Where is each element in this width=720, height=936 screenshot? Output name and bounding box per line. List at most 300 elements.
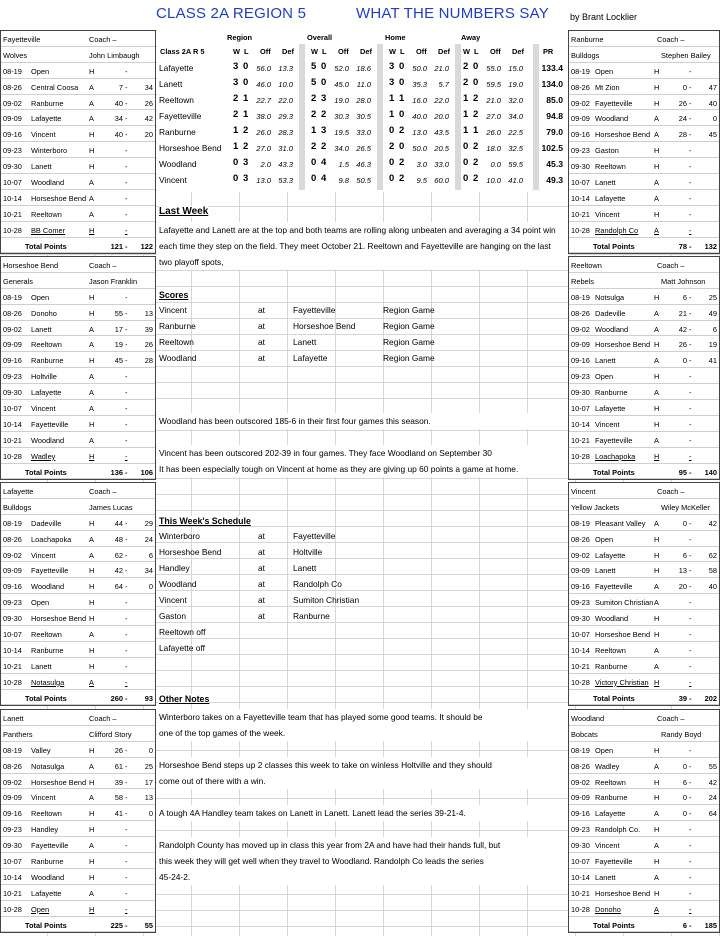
wins: 3 (233, 61, 239, 72)
losses: 1 (243, 93, 249, 104)
game-location: A (654, 809, 659, 819)
game-date: 10-07 (571, 178, 590, 188)
game-points-for: 55 (114, 308, 123, 318)
game-row (569, 578, 719, 594)
standings-row (157, 124, 568, 140)
game-points-against: 45 (708, 130, 717, 140)
game-row (1, 610, 155, 626)
total-points-against: 140 (704, 467, 717, 477)
game-date: 09-30 (571, 841, 590, 851)
game-row (1, 547, 155, 563)
score-dash: - (125, 451, 128, 461)
game-opponent: Loachapoka (31, 534, 72, 544)
offense-avg: 16.0 (412, 96, 427, 105)
game-points-for: 45 (114, 356, 123, 366)
note-woodland: Woodland has been outscored 185-6 in their first four games this season. (157, 413, 568, 429)
offense-avg: 59.5 (486, 80, 501, 89)
score-dash: - (689, 677, 692, 687)
game-opponent: Lafayette (595, 550, 626, 560)
col-l: L (322, 47, 327, 56)
game-opponent: Lanett (31, 661, 52, 671)
game-location: A (654, 324, 659, 334)
note-hbend-1: Horseshoe Bend steps up 2 classes this week to take on winless Holtville and they should (157, 757, 568, 773)
game-location: H (89, 451, 95, 461)
wins: 1 (233, 125, 239, 136)
losses: 0 (473, 61, 479, 72)
game-opponent: Lanett (31, 324, 52, 334)
game-opponent: Gaston (595, 146, 619, 156)
game-row (569, 305, 719, 321)
game-points-against: 47 (708, 82, 717, 92)
game-date: 10-14 (571, 193, 590, 203)
offense-avg: 13.0 (256, 176, 271, 185)
game-location: H (89, 419, 95, 429)
game-opponent: Randolph Co. (595, 825, 641, 835)
defense-avg: 21.0 (434, 64, 449, 73)
game-opponent: Lafayette (595, 404, 626, 414)
losses: 3 (243, 173, 249, 184)
note-vincent-2: It has been especially tough on Vincent at home as they are giving up 60 points a game at home. (157, 461, 568, 477)
game-row (569, 79, 719, 95)
score-dash: - (689, 825, 692, 835)
defense-avg: 10.0 (278, 80, 293, 89)
game-row (569, 758, 719, 774)
game-points-against: 0 (712, 114, 717, 124)
losses: 2 (321, 141, 327, 152)
defense-avg: 26.5 (356, 144, 371, 153)
offense-avg: 13.0 (412, 128, 427, 137)
game-location: H (654, 98, 660, 108)
game-row (1, 742, 155, 758)
game-row (569, 174, 719, 190)
game-opponent: Reeltown (595, 777, 626, 787)
score-dash: - (125, 372, 128, 382)
game-points-against: 24 (708, 793, 717, 803)
game-location: A (654, 225, 659, 235)
game-date: 10-07 (3, 630, 22, 640)
score-dash: - (125, 677, 128, 687)
game-opponent: Open (595, 745, 614, 755)
game-date: 08-26 (571, 308, 590, 318)
total-points-against: 185 (704, 920, 717, 930)
total-points-for: 39 (678, 693, 687, 703)
col-l: L (474, 47, 479, 56)
game-location: A (654, 841, 659, 851)
score-dash: - (125, 825, 128, 835)
defense-avg: 28.0 (356, 96, 371, 105)
game-date: 09-16 (571, 582, 590, 592)
page-title: CLASS 2A REGION 5 (156, 5, 307, 22)
game-points-against: 39 (144, 324, 153, 334)
offense-avg: 21.0 (486, 96, 501, 105)
score-dash: - (689, 404, 692, 414)
scores-heading: Scores (159, 290, 189, 300)
game-location: H (89, 809, 95, 819)
game-location: H (89, 745, 95, 755)
score-dash: - (125, 66, 128, 76)
game-location: H (654, 66, 660, 76)
game-location: H (654, 209, 660, 219)
offense-avg: 22.7 (256, 96, 271, 105)
game-row (1, 805, 155, 821)
power-rating: 85.0 (546, 95, 563, 105)
wins: 2 (233, 93, 239, 104)
game-points-for: 40 (114, 98, 123, 108)
game-date: 09-02 (571, 777, 590, 787)
game-opponent: Lafayette (595, 809, 626, 819)
game-date: 08-19 (571, 518, 590, 528)
wins: 0 (311, 157, 317, 168)
losses: 0 (399, 109, 405, 120)
game-opponent: Lanett (31, 162, 52, 172)
game-location: H (89, 162, 95, 172)
score-dash: - (125, 566, 128, 576)
losses: 4 (321, 157, 327, 168)
game-row (569, 853, 719, 869)
game-location: A (654, 308, 659, 318)
defense-avg: 31.0 (278, 144, 293, 153)
game-opponent: Horseshoe Bend (31, 193, 87, 203)
game-date: 10-28 (571, 225, 590, 235)
note-hbend-2: come out of there with a win. (157, 773, 568, 789)
game-location: A (89, 178, 94, 188)
game-date: 10-21 (3, 661, 22, 671)
defense-avg: 30.5 (356, 112, 371, 121)
defense-avg: 60.0 (434, 176, 449, 185)
game-row (569, 384, 719, 400)
game-points-for: 17 (114, 324, 123, 334)
score-dash: - (689, 793, 692, 803)
offense-avg: 52.0 (334, 64, 349, 73)
game-location: A (89, 388, 94, 398)
game-row (569, 416, 719, 432)
byline: by Brant Locklier (570, 12, 638, 22)
game-date: 08-26 (3, 308, 22, 318)
score-dash: - (689, 340, 692, 350)
defense-avg: 28.3 (278, 128, 293, 137)
coach-name: Clifford Story (89, 729, 132, 739)
game-date: 10-07 (3, 857, 22, 867)
total-points-for: 95 (678, 467, 687, 477)
game-row (569, 289, 719, 305)
game-date: 09-23 (571, 598, 590, 608)
game-row (1, 305, 155, 321)
losses: 1 (399, 93, 405, 104)
score-team-home: Horseshoe Bend (293, 321, 356, 331)
total-points-against: 55 (144, 920, 153, 930)
score-dash: - (125, 388, 128, 398)
wins: 2 (389, 141, 395, 152)
score-dash: - (689, 292, 692, 302)
score-dash: - (125, 308, 128, 318)
game-points-against: 42 (708, 777, 717, 787)
score-dash: - (125, 630, 128, 640)
game-opponent: Ranburne (31, 645, 64, 655)
game-location: H (654, 888, 660, 898)
game-date: 10-14 (571, 872, 590, 882)
game-row (1, 578, 155, 594)
game-row (1, 869, 155, 885)
score-game-type: Region Game (383, 337, 435, 347)
game-opponent: Reeltown (595, 645, 626, 655)
coach-label: Coach – (657, 35, 685, 44)
game-date: 10-28 (3, 451, 22, 461)
wins: 2 (463, 77, 469, 88)
game-opponent: Vincent (595, 841, 620, 851)
score-dash: - (689, 324, 692, 334)
defense-avg: 13.3 (278, 64, 293, 73)
game-date: 09-02 (3, 98, 22, 108)
total-label: Total Points (593, 693, 635, 703)
game-points-for: 44 (114, 518, 123, 528)
losses: 2 (321, 109, 327, 120)
game-opponent: Vincent (31, 550, 56, 560)
score-dash: - (125, 888, 128, 898)
col-def: Def (512, 47, 524, 56)
game-points-for: 34 (114, 114, 123, 124)
game-row (1, 674, 155, 690)
score-dash: - (125, 209, 128, 219)
score-dash: - (689, 761, 692, 771)
total-points-row: Total Points 136 - 106 (1, 464, 155, 480)
game-row (569, 869, 719, 885)
game-points-for: 0 (682, 809, 687, 819)
sched-team-away: Lafayette off (159, 643, 205, 653)
game-date: 10-28 (3, 904, 22, 914)
coach-label: Coach – (89, 487, 117, 496)
offense-avg: 9.8 (338, 176, 349, 185)
wins: 1 (463, 125, 469, 136)
game-date: 09-16 (3, 356, 22, 366)
game-row (569, 642, 719, 658)
total-points-against: 106 (140, 467, 153, 477)
losses: 0 (473, 77, 479, 88)
game-date: 08-19 (3, 66, 22, 76)
game-location: A (654, 872, 659, 882)
team-mascot: Bobcats (571, 729, 598, 739)
score-at: at (258, 337, 265, 347)
defense-avg: 59.5 (508, 160, 523, 169)
game-opponent: Loachapoka (595, 451, 636, 461)
sched-team-away: Horseshoe Bend (159, 547, 222, 557)
game-points-against: 64 (708, 809, 717, 819)
game-date: 10-14 (3, 872, 22, 882)
wins: 1 (463, 109, 469, 120)
score-dash: - (125, 777, 128, 787)
game-points-for: 6 (682, 777, 687, 787)
wins: 3 (389, 61, 395, 72)
game-opponent: Woodland (31, 872, 65, 882)
score-team-away: Ranburne (159, 321, 196, 331)
game-location: A (654, 130, 659, 140)
game-points-for: 0 (682, 356, 687, 366)
sched-team-home: Sumiton Christian (293, 595, 360, 605)
game-row (569, 368, 719, 384)
losses: 0 (321, 61, 327, 72)
game-row (569, 658, 719, 674)
coach-name: Matt Johnson (661, 276, 706, 286)
game-points-for: 0 (682, 761, 687, 771)
losses: 2 (243, 125, 249, 136)
game-opponent: Woodland (595, 114, 629, 124)
note-randolph-3: 45-24-2. (157, 869, 568, 885)
standings-team: Lafayette (159, 63, 194, 73)
game-points-against: 6 (712, 324, 717, 334)
standings-team: Horseshoe Bend (159, 143, 222, 153)
score-dash: - (125, 324, 128, 334)
total-label: Total Points (25, 467, 67, 477)
score-dash: - (689, 193, 692, 203)
losses: 2 (399, 173, 405, 184)
score-dash: - (689, 451, 692, 461)
score-game-type: Region Game (383, 305, 435, 315)
game-date: 09-23 (3, 372, 22, 382)
game-opponent: Ranburne (31, 98, 64, 108)
wins: 0 (463, 173, 469, 184)
standings-team: Fayetteville (159, 111, 202, 121)
score-team-away: Vincent (159, 305, 187, 315)
game-date: 08-19 (571, 292, 590, 302)
wins: 1 (233, 141, 239, 152)
wins: 2 (233, 109, 239, 120)
sched-team-home: Randolph Co (293, 579, 342, 589)
col-def: Def (282, 47, 294, 56)
game-date: 08-26 (571, 534, 590, 544)
game-location: A (89, 209, 94, 219)
team-town: Lanett (3, 714, 24, 723)
game-date: 08-19 (3, 292, 22, 302)
game-date: 10-14 (3, 193, 22, 203)
game-points-for: 6 (682, 292, 687, 302)
team-schedule-ranburne (568, 30, 720, 254)
col-off: Off (338, 47, 349, 56)
game-opponent: Fayetteville (595, 98, 633, 108)
score-dash: - (125, 82, 128, 92)
wins: 0 (311, 173, 317, 184)
col-w: W (311, 47, 318, 56)
total-label: Total Points (593, 920, 635, 930)
game-opponent: Vincent (595, 419, 620, 429)
defense-avg: 20.5 (434, 144, 449, 153)
score-dash: - (689, 777, 692, 787)
game-location: A (89, 677, 94, 687)
defense-avg: 53.3 (278, 176, 293, 185)
game-date: 08-26 (571, 761, 590, 771)
game-row (569, 742, 719, 758)
group-overall: Overall (307, 33, 333, 42)
col-pr: PR (543, 47, 554, 56)
game-points-against: 13 (144, 793, 153, 803)
game-points-against: 0 (148, 745, 153, 755)
offense-avg: 9.5 (416, 176, 427, 185)
total-label: Total Points (25, 920, 67, 930)
game-points-against: 41 (708, 356, 717, 366)
game-points-against: 24 (144, 534, 153, 544)
defense-avg: 50.5 (356, 176, 371, 185)
game-points-against: 40 (708, 98, 717, 108)
game-row (569, 885, 719, 901)
game-location: H (654, 550, 660, 560)
game-opponent: Lanett (595, 872, 616, 882)
defense-avg: 46.3 (356, 160, 371, 169)
game-date: 09-16 (3, 130, 22, 140)
game-location: H (654, 857, 660, 867)
group-region: Region (227, 33, 253, 42)
game-opponent: Victory Christian (595, 677, 649, 687)
game-opponent: Handley (31, 825, 59, 835)
sched-at: at (258, 547, 265, 557)
team-schedule-woodland (568, 709, 720, 933)
score-team-away: Woodland (159, 353, 197, 363)
wins: 5 (311, 77, 317, 88)
total-points-row: Total Points 225 - 55 (1, 917, 155, 933)
game-location: H (89, 645, 95, 655)
score-dash: - (125, 809, 128, 819)
score-team-home: Lafayette (293, 353, 328, 363)
defense-avg: 11.0 (356, 80, 371, 89)
game-points-for: 48 (114, 534, 123, 544)
game-row (569, 774, 719, 790)
offense-avg: 56.0 (256, 64, 271, 73)
sched-at: at (258, 611, 265, 621)
wins: 0 (389, 157, 395, 168)
game-opponent: Ranburne (31, 857, 64, 867)
game-points-for: 19 (114, 340, 123, 350)
col-def: Def (360, 47, 372, 56)
game-location: A (654, 435, 659, 445)
game-date: 08-26 (3, 82, 22, 92)
game-row (569, 789, 719, 805)
game-location: H (89, 566, 95, 576)
note-randolph-2: this week they will get well when they travel to Woodland. Randolph Co leads the series (157, 853, 568, 869)
game-date: 09-30 (571, 162, 590, 172)
game-points-for: 64 (114, 582, 123, 592)
game-location: A (89, 82, 94, 92)
standings-team: Lanett (159, 79, 183, 89)
standings-row (157, 140, 568, 156)
standings-row (157, 76, 568, 92)
team-town: Reeltown (571, 261, 602, 270)
standings-row (157, 172, 568, 188)
game-date: 10-21 (571, 435, 590, 445)
game-opponent: Woodland (31, 582, 65, 592)
team-schedule-fayetteville (0, 30, 156, 254)
score-dash: - (125, 356, 128, 366)
game-date: 09-02 (571, 550, 590, 560)
game-row (1, 853, 155, 869)
game-opponent: Horseshoe Bend (595, 888, 651, 898)
score-dash: - (125, 904, 128, 914)
score-game-type: Region Game (383, 353, 435, 363)
game-opponent: Dadeville (31, 518, 62, 528)
game-row (1, 515, 155, 531)
game-row (1, 336, 155, 352)
offense-avg: 46.0 (256, 80, 271, 89)
game-row (1, 368, 155, 384)
wins: 5 (311, 61, 317, 72)
wins: 2 (311, 109, 317, 120)
game-date: 10-07 (571, 857, 590, 867)
game-row (1, 110, 155, 126)
total-points-row: Total Points 121 - 122 (1, 238, 155, 254)
game-opponent: Ranburne (595, 661, 628, 671)
score-dash: - (689, 645, 692, 655)
game-location: A (89, 534, 94, 544)
game-points-against: 29 (144, 518, 153, 528)
game-row (1, 626, 155, 642)
game-location: A (654, 598, 659, 608)
total-points-for: 121 (110, 241, 123, 251)
